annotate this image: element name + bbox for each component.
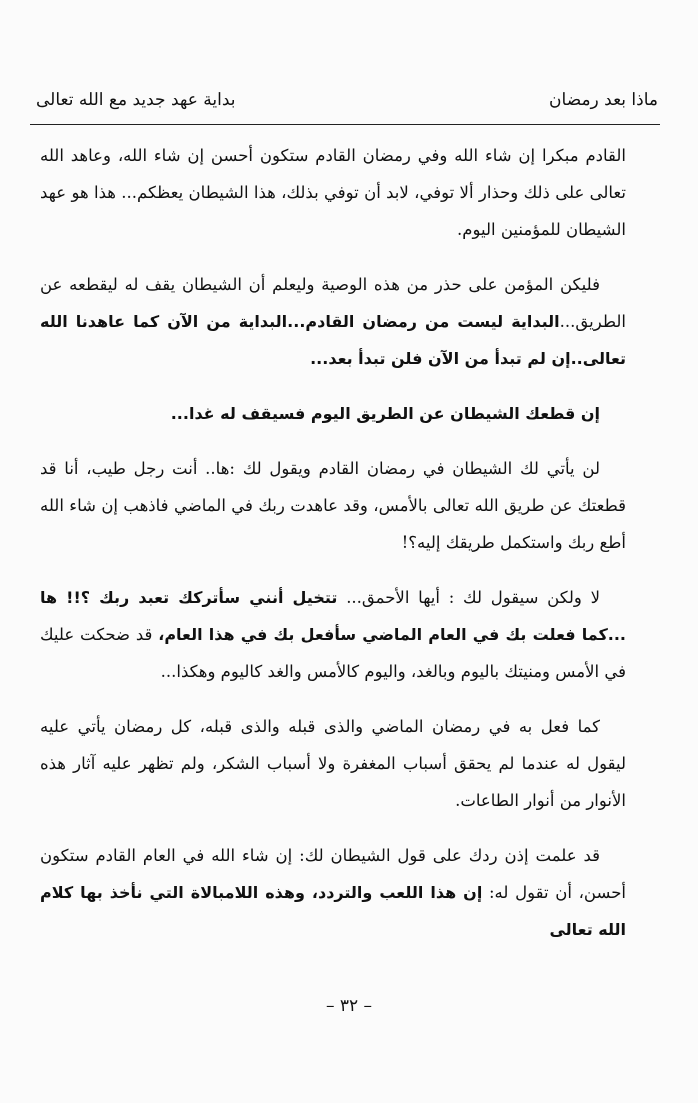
paragraph-6-text: كما فعل به في رمضان الماضي والذى قبله والذى قبله، كل رمضان يأتي عليه ليقول له عندما لم يحقق أسباب المغفرة ولا أسباب الشكر، ولم تظهر عليه آثار هذه الأنوار من أنوار الطاعات. bbox=[40, 717, 626, 810]
paragraph-1 bbox=[40, 137, 626, 248]
header-book-title: ماذا بعد رمضان bbox=[549, 90, 658, 110]
running-header bbox=[36, 86, 658, 118]
page-body bbox=[40, 137, 626, 966]
paragraph-2 bbox=[40, 266, 626, 377]
paragraph-4-text: لن يأتي لك الشيطان في رمضان القادم ويقول لك :ها.. أنت رجل طيب، أنا قد قطعتك عن طريق الله تعالى بالأمس، وقد عاهدت ربك في الماضي فاذهب إن شاء الله أطع ربك واستكمل طريقك إليه؟! bbox=[40, 459, 626, 552]
paragraph-3 bbox=[40, 395, 626, 432]
paragraph-2-text: فليكن المؤمن على حذر من هذه الوصية وليعلم أن الشيطان يقف له ليقطعه عن الطريق... bbox=[40, 275, 626, 331]
paragraph-5 bbox=[40, 579, 626, 690]
paragraph-6 bbox=[40, 708, 626, 819]
paragraph-4 bbox=[40, 450, 626, 561]
paragraph-5-text-start: لا ولكن سيقول لك : أيها الأحمق... bbox=[346, 588, 601, 607]
page-number: – ٣٢ – bbox=[325, 996, 373, 1016]
paragraph-1-text: القادم مبكرا إن شاء الله وفي رمضان القادم ستكون أحسن إن شاء الله، وعاهد الله تعالى على ذلك وحذار ألا توفي، لابد أن توفي بذلك، هذا الشيطان يعظكم... هذا هو عهد الشيطان للمؤمنين اليوم. bbox=[40, 146, 626, 239]
paragraph-7-text-start: قد علمت إذن ردك على قول الشيطان لك: إن شاء الله في العام القادم ستكون أحسن، أن تقول له: bbox=[40, 846, 626, 902]
paragraph-7-emphasis: إن هذا اللعب والتردد، وهذه اللامبالاة التي نأخذ بها كلام الله تعالى bbox=[40, 883, 626, 939]
header-chapter-title: بداية عهد جديد مع الله تعالى bbox=[36, 90, 236, 110]
paragraph-5-text-end: قد ضحكت عليك في الأمس ومنيتك باليوم وبالغد، واليوم كالأمس والغد كاليوم وهكذا... bbox=[40, 625, 626, 681]
paragraph-2-emphasis: البداية ليست من رمضان القادم...البداية من الآن كما عاهدنا الله تعالى..إن لم تبدأ من الآن فلن تبدأ بعد... bbox=[40, 312, 626, 368]
paragraph-7 bbox=[40, 837, 626, 948]
paragraph-5-emphasis: تتخيل أنني سأتركك تعبد ربك ؟!! ها ...كما فعلت بك في العام الماضي سأفعل بك في هذا العام، bbox=[40, 588, 627, 644]
header-divider bbox=[30, 124, 660, 125]
paragraph-3-emphasis: إن قطعك الشيطان عن الطريق اليوم فسيقف له غدا... bbox=[170, 404, 600, 423]
